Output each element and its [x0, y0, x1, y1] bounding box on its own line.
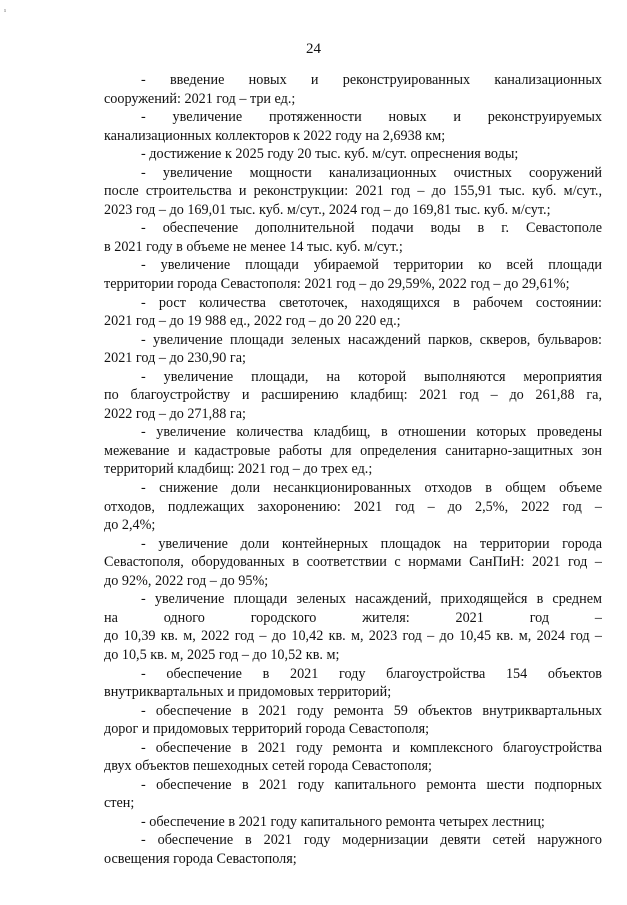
text-line: - увеличение мощности канализационных очистных сооружений — [141, 164, 602, 181]
list-item — [104, 71, 602, 108]
text-line: на одного городского жителя: 2021 год – — [104, 609, 602, 626]
text-line: территории города Севастополя: 2021 год – до 29,59%, 2022 год – до 29,61%; — [104, 276, 570, 293]
text-line: дорог и придомовых территорий города Севастополя; — [104, 721, 430, 738]
text-line: - увеличение доли контейнерных площадок на территории города — [141, 535, 602, 552]
list-item — [104, 590, 602, 664]
text-line: освещения города Севастополя; — [104, 850, 297, 867]
text-line: 2022 год – до 271,88 га; — [104, 405, 246, 422]
scan-edge-mark: ¹ — [4, 8, 7, 16]
text-line: 2021 год – до 19 988 ед., 2022 год – до 20 220 ед.; — [104, 313, 401, 330]
list-item — [104, 219, 602, 256]
text-line: до 92%, 2022 год – до 95%; — [104, 572, 269, 589]
list-item — [104, 331, 602, 368]
list-item — [104, 368, 602, 424]
text-line: отходов, подлежащих захоронению: 2021 год – до 2,5%, 2022 год – — [104, 498, 602, 515]
list-item — [104, 776, 602, 813]
text-line: - увеличение количества кладбищ, в отношении которых проведены — [141, 424, 602, 441]
list-item — [104, 665, 602, 702]
text-line: - рост количества светоточек, находящихся в рабочем состоянии: — [141, 294, 602, 311]
list-item — [104, 479, 602, 535]
text-line: - снижение доли несанкционированных отходов в общем объеме — [141, 480, 602, 497]
text-line: внутриквартальных и придомовых территорий; — [104, 684, 392, 701]
list-item — [104, 831, 602, 868]
text-line: - обеспечение в 2021 году модернизации девяти сетей наружного — [141, 832, 602, 849]
list-item — [104, 256, 602, 293]
list-item — [104, 294, 602, 331]
text-line: - увеличение протяженности новых и реконструируемых — [141, 109, 602, 126]
text-line: - обеспечение в 2021 году ремонта 59 объектов внутриквартальных — [141, 702, 602, 719]
text-line: - введение новых и реконструированных канализационных — [141, 72, 602, 88]
list-item — [104, 164, 602, 220]
text-line: - увеличение площади зеленых насаждений, приходящейся в среднем — [141, 591, 602, 608]
text-line: территорий кладбищ: 2021 год – до трех ед.; — [104, 461, 373, 478]
page-number: 24 — [306, 41, 321, 57]
text-line: - увеличение площади зеленых насаждений парков, скверов, бульваров: — [141, 331, 602, 348]
list-item — [104, 423, 602, 479]
text-line: 2021 год – до 230,90 га; — [104, 350, 246, 367]
list-item — [104, 535, 602, 591]
list-item — [104, 739, 602, 776]
text-line: канализационных коллекторов к 2022 году на 2,6938 км; — [104, 127, 446, 144]
text-line: до 10,39 кв. м, 2022 год – до 10,42 кв. м, 2023 год – до 10,45 кв. м, 2024 год – — [104, 628, 602, 645]
text-line: в 2021 году в объеме не менее 14 тыс. куб. м/сут.; — [104, 238, 403, 255]
text-line: - обеспечение в 2021 году капитального ремонта шести подпорных — [141, 776, 602, 793]
text-line: до 10,5 кв. м, 2025 год – до 10,52 кв. м; — [104, 646, 340, 663]
text-line: межевание и кадастровые работы для определения санитарно-защитных зон — [104, 442, 602, 459]
list-item — [104, 145, 602, 164]
text-line: до 2,4%; — [104, 517, 156, 534]
text-line: - обеспечение дополнительной подачи воды в г. Севастополе — [141, 220, 602, 237]
document-body — [104, 71, 602, 869]
list-item — [104, 813, 602, 832]
text-line: сооружений: 2021 год – три ед.; — [104, 90, 296, 107]
text-line: после строительства и реконструкции: 2021 год – до 155,91 тыс. куб. м/сут., — [104, 183, 602, 200]
text-line: - достижение к 2025 году 20 тыс. куб. м/сут. опреснения воды; — [141, 146, 519, 163]
text-line: - увеличение площади, на которой выполняются мероприятия — [141, 368, 602, 385]
list-item — [104, 702, 602, 739]
text-line: - обеспечение в 2021 году благоустройства 154 объектов — [141, 665, 602, 682]
text-line: 2023 год – до 169,01 тыс. куб. м/сут., 2024 год – до 169,81 тыс. куб. м/сут.; — [104, 201, 551, 218]
list-item — [104, 108, 602, 145]
text-line: - обеспечение в 2021 году ремонта и комплексного благоустройства — [141, 739, 602, 756]
text-line: Севастополя, оборудованных в соответствии с нормами СанПиН: 2021 год – — [104, 554, 602, 571]
text-line: - увеличение площади убираемой территории ко всей площади — [141, 257, 602, 274]
text-line: по благоустройству и расширению кладбищ: 2021 год – до 261,88 га, — [104, 387, 602, 404]
text-line: двух объектов пешеходных сетей города Севастополя; — [104, 758, 432, 775]
text-line: - обеспечение в 2021 году капитального ремонта четырех лестниц; — [141, 813, 545, 830]
text-line: стен; — [104, 795, 135, 812]
